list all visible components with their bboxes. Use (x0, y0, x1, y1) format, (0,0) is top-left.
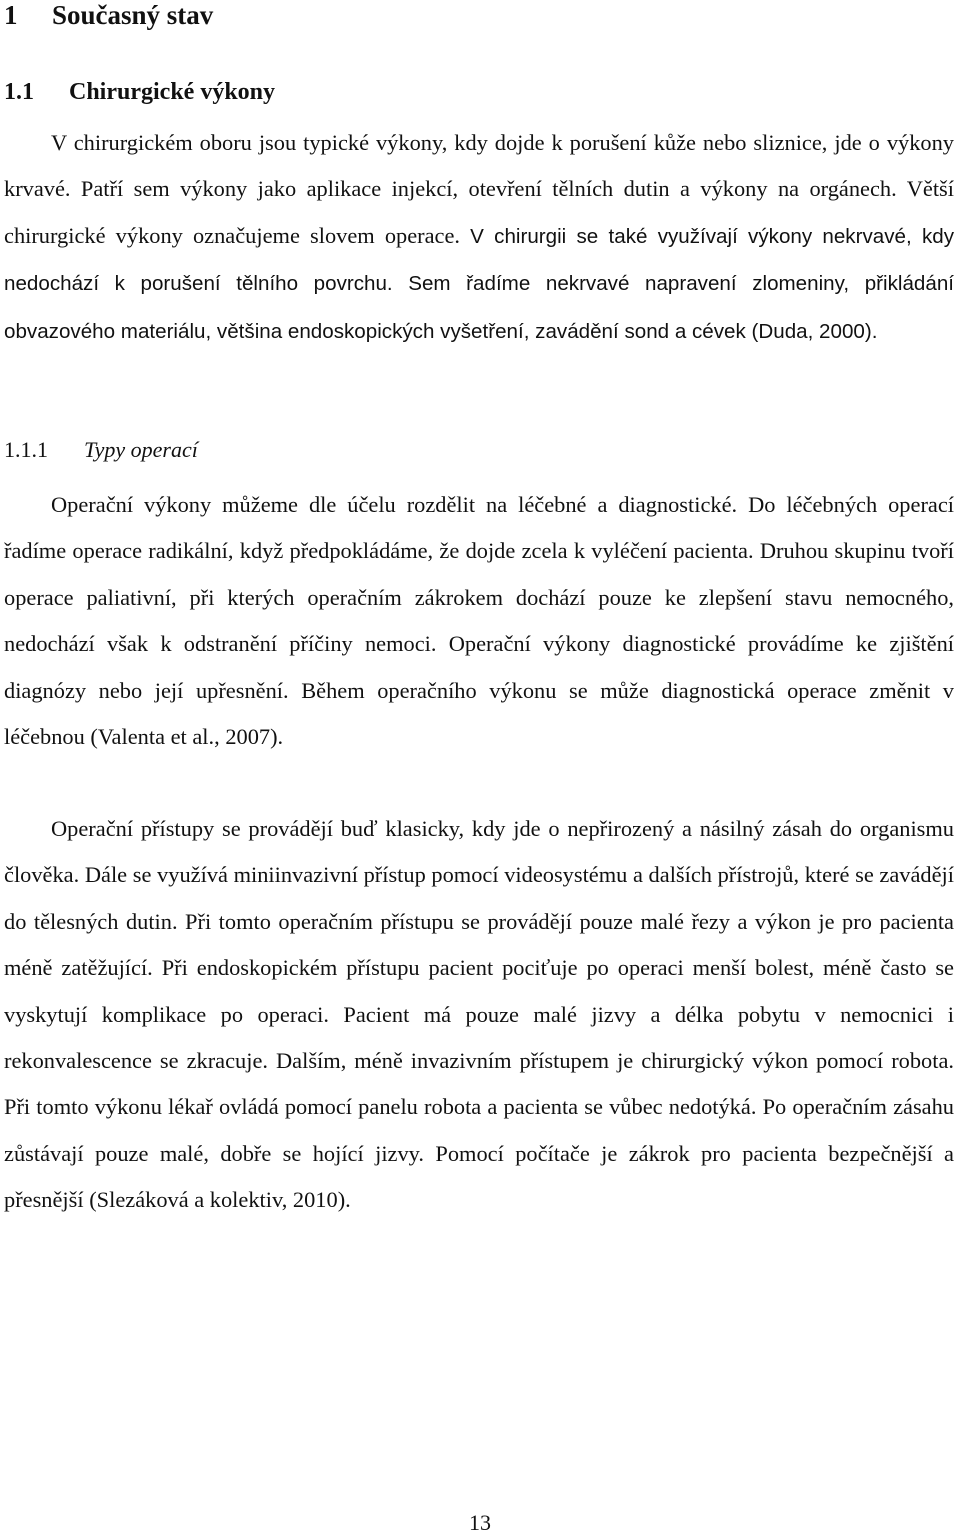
paragraph-operation-approaches: Operační přístupy se provádějí buď klasicky, kdy jde o nepřirozený a násilný zásah do organismu člověka. Dále se využívá miniinvazivní přístup pomocí videosystému a dalších přístrojů, které se zavádějí do tělesných dutin. Při tomto operačním přístupu se provádějí pouze malé řezy a výkon je pro pacienta méně zatěžující. Při endoskopickém přístupu pacient pociťuje po operaci menší bolest, méně často se vyskytují komplikace po operaci. Pacient má pouze malé jizvy a délka pobytu v nemocnici i rekonvalescence se zkracuje. Dalším, méně invazivním přístupem je chirurgický výkon pomocí robota. Při tomto výkonu lékař ovládá pomocí panelu robota a pacienta se vůbec nedotýká. Po operačním zásahu zůstávají pouze malé, dobře se hojící jizvy. Pomocí počítače je zákrok pro pacienta bezpečnější a přesnější (Slezáková a kolektiv, 2010). (4, 816, 954, 1213)
subsection-title: Typy operací (84, 437, 198, 462)
paragraph-text-part: V chirurgii se také využívají výkony nekrvavé, kdy nedochází k porušení tělního povrchu. Sem řadíme nekrvavé napravení zlomeniny, přikládání obvazového materiálu, většina endoskopických vyšetření, zavádění sond a cévek (Duda, 2000). (4, 224, 954, 343)
subsection-heading (4, 435, 198, 465)
section-title: Chirurgické výkony (69, 79, 276, 105)
chapter-heading (4, 0, 213, 32)
section-number: 1.1 (4, 79, 34, 105)
paragraph-surgical-procedures (4, 120, 954, 355)
section-heading (4, 76, 275, 108)
page-number: 13 (469, 1510, 491, 1535)
paragraph-operation-types: Operační výkony můžeme dle účelu rozdělit na léčebné a diagnostické. Do léčebných operací řadíme operace radikální, když předpokládáme, že dojde zcela k vyléčení pacienta. Druhou skupinu tvoří operace paliativní, při kterých operačním zákrokem dochází pouze ke zlepšení stavu nemocného, nedochází však k odstranění příčiny nemoci. Operační výkony diagnostické provádíme ke zjištění diagnózy nebo její upřesnění. Během operačního výkonu se může diagnostická operace změnit v léčebnou (Valenta et al., 2007). (4, 492, 954, 750)
paragraph-text-part: V chirurgickém oboru jsou typické výkony, kdy dojde k porušení kůže nebo sliznice, jde o výkony krvavé. Patří sem výkony jako aplikace injekcí, otevření tělních dutin a výkony na orgánech. Větší chirurgické výkony označujeme slovem operace. (4, 130, 954, 248)
chapter-number: 1 (4, 0, 18, 30)
subsection-number: 1.1.1 (4, 437, 48, 462)
chapter-title: Současný stav (52, 0, 214, 30)
